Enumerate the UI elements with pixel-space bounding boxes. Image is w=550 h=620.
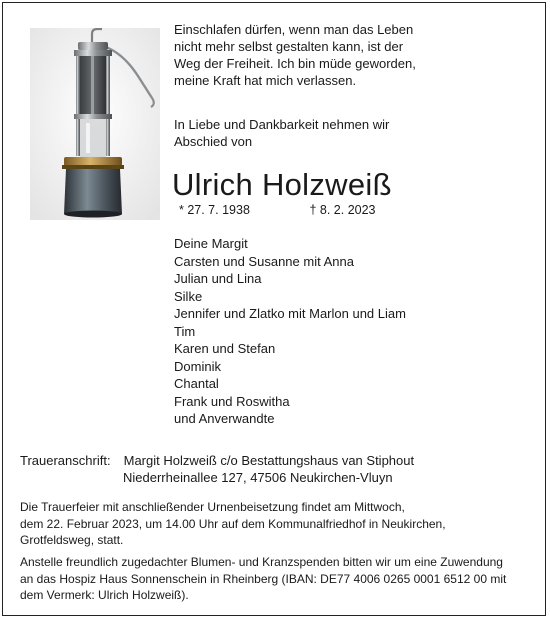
service-line: Die Trauerfeier mit anschließender Urnenbeisetzung findet am Mittwoch,: [20, 500, 405, 514]
family-member: Tim: [174, 323, 196, 339]
family-member: Frank und Roswitha: [174, 393, 290, 409]
service-line: Grotfeldsweg, statt.: [20, 533, 124, 547]
life-dates: [179, 203, 376, 217]
poem-line: Einschlafen dürfen, wenn man das Leben: [174, 22, 414, 37]
donation-line: Anstelle freundlich zugedachter Blumen- und Kranzspenden bitten wir um eine Zuwendung: [20, 555, 503, 569]
family-member: Jennifer und Zlatko mit Marlon und Liam: [174, 306, 406, 321]
donation-text: [20, 554, 540, 604]
gratitude-line: In Liebe und Dankbarkeit nehmen wir: [174, 117, 390, 132]
poem-line: meine Kraft hat mich verlassen.: [174, 73, 357, 88]
poem-line: Weg der Freiheit. Ich bin müde geworden,: [174, 56, 416, 71]
address-line-2: Niederrheinallee 127, 47506 Neukirchen-Vluyn: [123, 470, 393, 485]
family-member: Julian und Lina: [174, 271, 262, 286]
family-member: Dominik: [174, 358, 221, 374]
family-member: Carsten und Susanne mit Anna: [174, 253, 354, 269]
mourning-address: [20, 452, 414, 486]
family-list: [174, 235, 406, 428]
gratitude-line: Abschied von: [174, 134, 253, 149]
deceased-name: Ulrich Holzweiß: [172, 167, 392, 202]
family-member: Deine Margit: [174, 236, 248, 251]
donation-line: dem Vermerk: Ulrich Holzweiß).: [20, 588, 189, 602]
address-line-1: Margit Holzweiß c/o Bestattungshaus van Stiphout: [123, 453, 415, 468]
family-member: Silke: [174, 288, 203, 304]
service-line: dem 22. Februar 2023, um 14.00 Uhr auf dem Kommunalfriedhof in Neukirchen,: [20, 516, 446, 531]
birth-date: * 27. 7. 1938: [179, 203, 250, 217]
gratitude-text: [174, 116, 389, 150]
donation-line: an das Hospiz Haus Sonnenschein in Rheinberg (IBAN: DE77 4006 0265 0001 6512 00 mit: [20, 571, 507, 586]
poem-text: [174, 21, 416, 89]
family-member: Chantal: [174, 376, 219, 391]
poem-line: nicht mehr selbst gestalten kann, ist der: [174, 39, 404, 54]
address-label: Traueranschrift:: [20, 453, 111, 468]
family-member: und Anverwandte: [174, 411, 275, 426]
family-member: Karen und Stefan: [174, 341, 276, 356]
funeral-service-text: [20, 499, 540, 549]
miners-lamp-icon: [30, 28, 160, 220]
death-date: † 8. 2. 2023: [309, 203, 376, 217]
